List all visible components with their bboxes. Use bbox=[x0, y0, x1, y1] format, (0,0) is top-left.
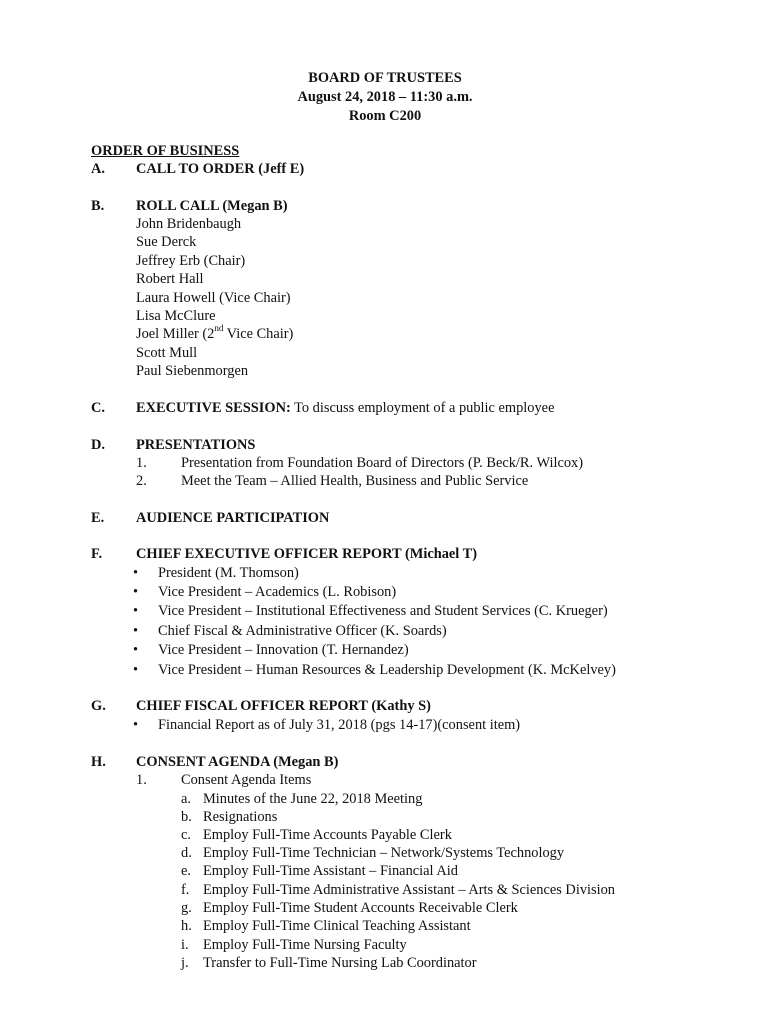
consent-item: Employ Full-Time Student Accounts Receivable Clerk bbox=[203, 900, 518, 916]
section-f-title: CHIEF EXECUTIVE OFFICER REPORT (Michael T) bbox=[136, 546, 478, 562]
doc-title: BOARD OF TRUSTEES bbox=[308, 70, 462, 86]
bullet-icon: • bbox=[133, 623, 139, 639]
ceo-report-item bbox=[133, 642, 409, 659]
roll-member: Lisa McClure bbox=[136, 308, 216, 324]
meeting-room: Room C200 bbox=[348, 108, 422, 124]
consent-sub-number: 1. bbox=[136, 772, 147, 788]
consent-item-letter: c. bbox=[181, 827, 191, 843]
consent-item-letter: b. bbox=[181, 809, 192, 825]
presentation-number: 2. bbox=[136, 473, 147, 489]
ceo-report-item bbox=[133, 584, 397, 601]
section-g-letter: G. bbox=[91, 698, 106, 714]
section-c-title: EXECUTIVE SESSION: bbox=[136, 400, 291, 416]
section-d-letter: D. bbox=[91, 437, 105, 453]
cfo-report-item bbox=[133, 717, 521, 734]
section-a-letter: A. bbox=[91, 161, 105, 177]
roll-member: Laura Howell (Vice Chair) bbox=[136, 290, 291, 306]
section-e-letter: E. bbox=[91, 510, 105, 526]
roll-member: John Bridenbaugh bbox=[136, 216, 242, 232]
consent-item: Employ Full-Time Administrative Assistant – Arts & Sciences Division bbox=[203, 882, 616, 898]
presentation-item: Presentation from Foundation Board of Directors (P. Beck/R. Wilcox) bbox=[181, 455, 584, 471]
consent-item: Employ Full-Time Accounts Payable Clerk bbox=[203, 827, 452, 843]
consent-item-letter: g. bbox=[181, 900, 192, 916]
section-h-title: CONSENT AGENDA (Megan B) bbox=[136, 754, 339, 770]
consent-item-letter: a. bbox=[181, 791, 191, 807]
roll-member: Sue Derck bbox=[136, 234, 197, 250]
ceo-report-text: Vice President – Human Resources & Leadership Development (K. McKelvey) bbox=[158, 662, 616, 678]
bullet-icon: • bbox=[133, 662, 139, 678]
ceo-report-text: Vice President – Institutional Effectiveness and Student Services (C. Krueger) bbox=[158, 603, 608, 619]
bullet-icon: • bbox=[133, 642, 139, 658]
order-of-business-heading: ORDER OF BUSINESS bbox=[91, 143, 240, 159]
consent-item: Employ Full-Time Technician – Network/Systems Technology bbox=[203, 845, 565, 861]
consent-item-letter: h. bbox=[181, 918, 192, 934]
consent-item: Employ Full-Time Clinical Teaching Assistant bbox=[203, 918, 471, 934]
roll-member: Robert Hall bbox=[136, 271, 204, 287]
roll-member-miller bbox=[136, 323, 294, 343]
section-h-letter: H. bbox=[91, 754, 106, 770]
bullet-icon: • bbox=[133, 717, 139, 733]
consent-item: Employ Full-Time Assistant – Financial Aid bbox=[203, 863, 458, 879]
ceo-report-text: President (M. Thomson) bbox=[158, 565, 299, 581]
ceo-report-item bbox=[133, 623, 447, 640]
miller-name: Joel Miller (2 bbox=[136, 326, 215, 342]
section-b-letter: B. bbox=[91, 198, 105, 214]
section-a-title: CALL TO ORDER (Jeff E) bbox=[136, 161, 305, 177]
consent-item: Minutes of the June 22, 2018 Meeting bbox=[203, 791, 423, 807]
miller-role: Vice Chair) bbox=[223, 326, 294, 342]
consent-item: Employ Full-Time Nursing Faculty bbox=[203, 937, 407, 953]
ceo-report-text: Vice President – Innovation (T. Hernandez) bbox=[158, 642, 409, 658]
consent-item-letter: j. bbox=[181, 955, 189, 971]
roll-member: Paul Siebenmorgen bbox=[136, 363, 249, 379]
consent-sub-title: Consent Agenda Items bbox=[181, 772, 312, 788]
bullet-icon: • bbox=[133, 603, 139, 619]
ceo-report-text: Vice President – Academics (L. Robison) bbox=[158, 584, 397, 600]
miller-ordinal: nd bbox=[214, 323, 224, 334]
bullet-icon: • bbox=[133, 584, 139, 600]
section-c-line bbox=[136, 400, 554, 417]
ceo-report-text: Chief Fiscal & Administrative Officer (K. Soards) bbox=[158, 623, 447, 639]
section-e-title: AUDIENCE PARTICIPATION bbox=[136, 510, 330, 526]
meeting-date: August 24, 2018 – 11:30 a.m. bbox=[297, 89, 473, 105]
consent-item: Transfer to Full-Time Nursing Lab Coordinator bbox=[203, 955, 477, 971]
roll-member: Scott Mull bbox=[136, 345, 198, 361]
consent-item: Resignations bbox=[203, 809, 278, 825]
presentation-item: Meet the Team – Allied Health, Business and Public Service bbox=[181, 473, 529, 489]
roll-member: Jeffrey Erb (Chair) bbox=[136, 253, 246, 269]
bullet-icon: • bbox=[133, 565, 139, 581]
ceo-report-item bbox=[133, 662, 616, 679]
consent-item-letter: e. bbox=[181, 863, 191, 879]
section-d-title: PRESENTATIONS bbox=[136, 437, 256, 453]
section-c-letter: C. bbox=[91, 400, 105, 416]
ceo-report-item bbox=[133, 603, 608, 620]
presentation-number: 1. bbox=[136, 455, 147, 471]
section-b-title: ROLL CALL (Megan B) bbox=[136, 198, 288, 214]
section-c-text: To discuss employment of a public employee bbox=[290, 400, 555, 416]
consent-item-letter: f. bbox=[181, 882, 190, 898]
cfo-report-text: Financial Report as of July 31, 2018 (pgs 14-17)(consent item) bbox=[158, 717, 521, 733]
section-g-title: CHIEF FISCAL OFFICER REPORT (Kathy S) bbox=[136, 698, 431, 714]
consent-item-letter: i. bbox=[181, 937, 189, 953]
section-f-letter: F. bbox=[91, 546, 103, 562]
ceo-report-item bbox=[133, 565, 299, 582]
consent-item-letter: d. bbox=[181, 845, 192, 861]
